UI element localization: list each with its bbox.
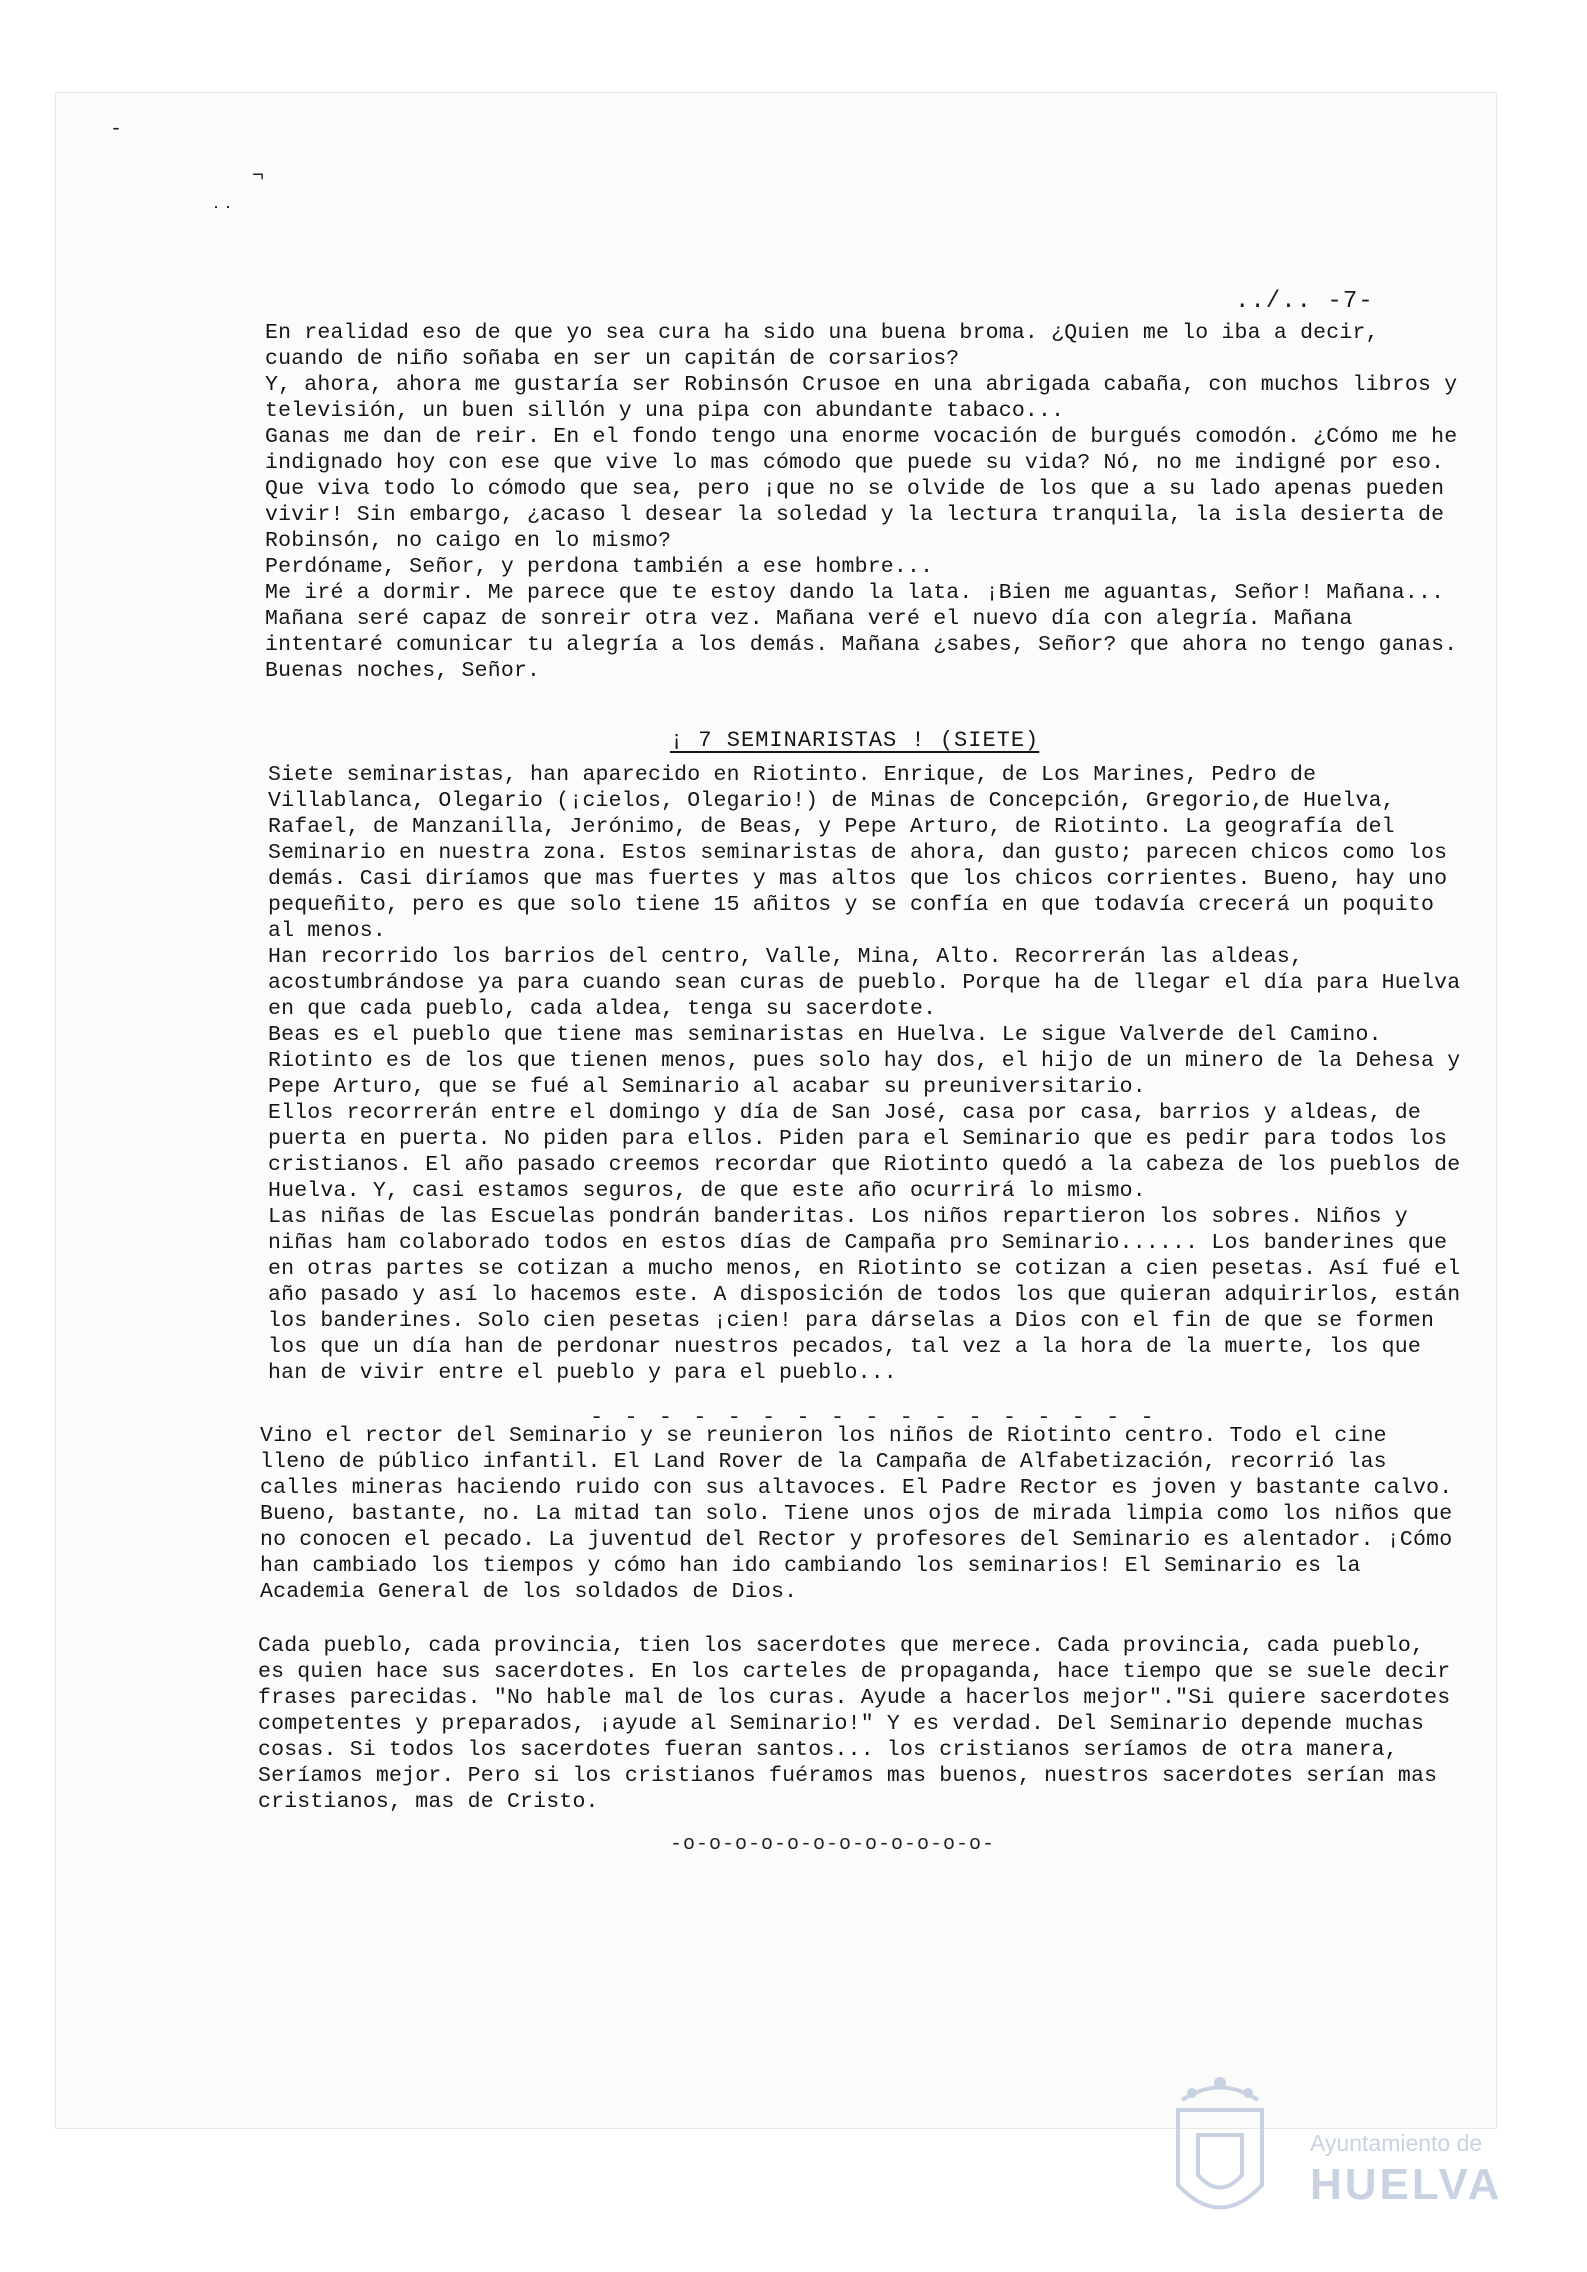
- watermark-line-1: Ayuntamiento de: [1310, 2130, 1483, 2156]
- watermark-line-2: HUELVA: [1310, 2160, 1503, 2209]
- paragraph: Siete seminaristas, han aparecido en Riotinto. Enrique, de Los Marines, Pedro de Villablanca, Olegario (¡cielos, Olegario!) de Minas de Concepción, Gregorio,de Huelva, Rafael, de Manzanilla, Jerónimo, de Beas, y Pepe Arturo, de Riotinto. La geografía del Seminario en nuestra zona. Estos seminaristas de ahora, dan gusto; parecen chicos como los demás. Casi diríamos que mas fuertes y mas altos que los chicos corrientes. Bueno, hay uno pequeñito, pero es que solo tiene 15 añitos y se confía en que todavía crecerá un poquito al menos. Han recorrido los barrios del centro, Valle, Mina, Alto. Recorrerán las aldeas, acostumbrándose ya para cuando sean curas de pueblo. Porque ha de llegar el día para Huelva en que cada pueblo, cada aldea, tenga su sacerdote. Beas es el pueblo que tiene mas seminaristas en Huelva. Le sigue Valverde del Camino. Riotinto es de los que tienen menos, pues solo hay dos, el hijo de un minero de la Dehesa y Pepe Arturo, que se fué al Seminario al acabar su preuniversitario. Ellos recorrerán entre el domingo y día de San José, casa por casa, barrios y aldeas, de puerta en puerta. No piden para ellos. Piden para el Seminario que es pedir para todos los cristianos. El año pasado creemos recordar que Riotinto quedó a la cabeza de los pueblos de Huelva. Y, casi estamos seguros, de que este año ocurrirá lo mismo. Las niñas de las Escuelas pondrán banderitas. Los niños repartieron los sobres. Niños y niñas ham colaborado todos en estos días de Campaña pro Seminario...... Los banderines que en otras partes se cotizan a mucho menos, en Riotinto se cotizan a cien pesetas. Así fué el año pasado y así lo hacemos este. A disposición de todos los que quieran adquirirlos, están los banderines. Solo cien pesetas ¡cien! para dárselas a Dios con el fin de que se formen los que un día han de perdonar nuestros pecados, tal vez a la hora de la muerte, los que han de vivir entre el pueblo y para el pueblo...: [268, 763, 1461, 1385]
- page-reference: ../.. -7-: [1235, 288, 1374, 315]
- paragraph: En realidad eso de que yo sea cura ha sido una buena broma. ¿Quien me lo iba a decir, cuando de niño soñaba en ser un capitán de corsarios? Y, ahora, ahora me gustaría ser Robinsón Crusoe en una abrigada cabaña, con muchos libros y televisión, un buen sillón y una pipa con abundante tabaco... Ganas me dan de reir. En el fondo tengo una enorme vocación de burgués comodón. ¿Cómo me he indignado hoy con ese que vive lo mas cómodo que puede su vida? Nó, no me indigné por eso. Que viva todo lo cómodo que sea, pero ¡que no se olvide de los que a su lado apenas pueden vivir! Sin embargo, ¿acaso l desear la soledad y la lectura tranquila, la isla desierta de Robinsón, no caigo en lo mismo? Perdóname, Señor, y perdona también a ese hombre... Me iré a dormir. Me parece que te estoy dando la lata. ¡Bien me aguantas, Señor! Mañana... Mañana seré capaz de sonreir otra vez. Mañana veré el nuevo día con alegría. Mañana intentaré comunicar tu alegría a los demás. Mañana ¿sabes, Señor? que ahora no tengo ganas. Buenas noches, Señor.: [265, 321, 1458, 683]
- diary-section: [265, 320, 1465, 684]
- section-divider: - - - - - - - - - - - - - - - - -: [590, 1405, 1158, 1430]
- margin-mark: ¬: [252, 165, 265, 188]
- closing-section: [258, 1633, 1458, 1815]
- end-mark: -o-o-o-o-o-o-o-o-o-o-o-o-: [670, 1833, 996, 1856]
- paragraph: Vino el rector del Seminario y se reunieron los niños de Riotinto centro. Todo el cine lleno de público infantil. El Land Rover de la Campaña de Alfabetización, recorrió las calles mineras haciendo ruido con sus altavoces. El Padre Rector es joven y bastante calvo. Bueno, bastante, no. La mitad tan solo. Tiene unos ojos de mirada limpia como los niños que no conocen el pecado. La juventud del Rector y profesores del Seminario es alentador. ¡Cómo han cambiado los tiempos y cómo han ido cambiando los seminarios! El Seminario es la Academia General de los soldados de Dios.: [260, 1424, 1453, 1604]
- ayuntamiento-logo: [1170, 2075, 1520, 2240]
- section-heading: ¡ 7 SEMINARISTAS ! (SIETE): [670, 728, 1040, 753]
- margin-mark: ˙˙: [210, 205, 235, 228]
- margin-mark: -: [110, 118, 123, 141]
- seminaristas-section: [268, 762, 1468, 1386]
- paragraph: Cada pueblo, cada provincia, tien los sacerdotes que merece. Cada provincia, cada pueblo, es quien hace sus sacerdotes. En los carteles de propaganda, hace tiempo que se suele decir frases parecidas. "No hable mal de los curas. Ayude a hacerlos mejor"."Si quiere sacerdotes competentes y preparados, ¡ayude al Seminario!" Y es verdad. Del Seminario depende muchas cosas. Si todos los sacerdotes fueran santos... los cristianos seríamos de otra manera, Seríamos mejor. Pero si los cristianos fuéramos mas buenos, nuestros sacerdotes serían mas cristianos, mas de Cristo.: [258, 1634, 1451, 1814]
- rector-section: [260, 1423, 1460, 1605]
